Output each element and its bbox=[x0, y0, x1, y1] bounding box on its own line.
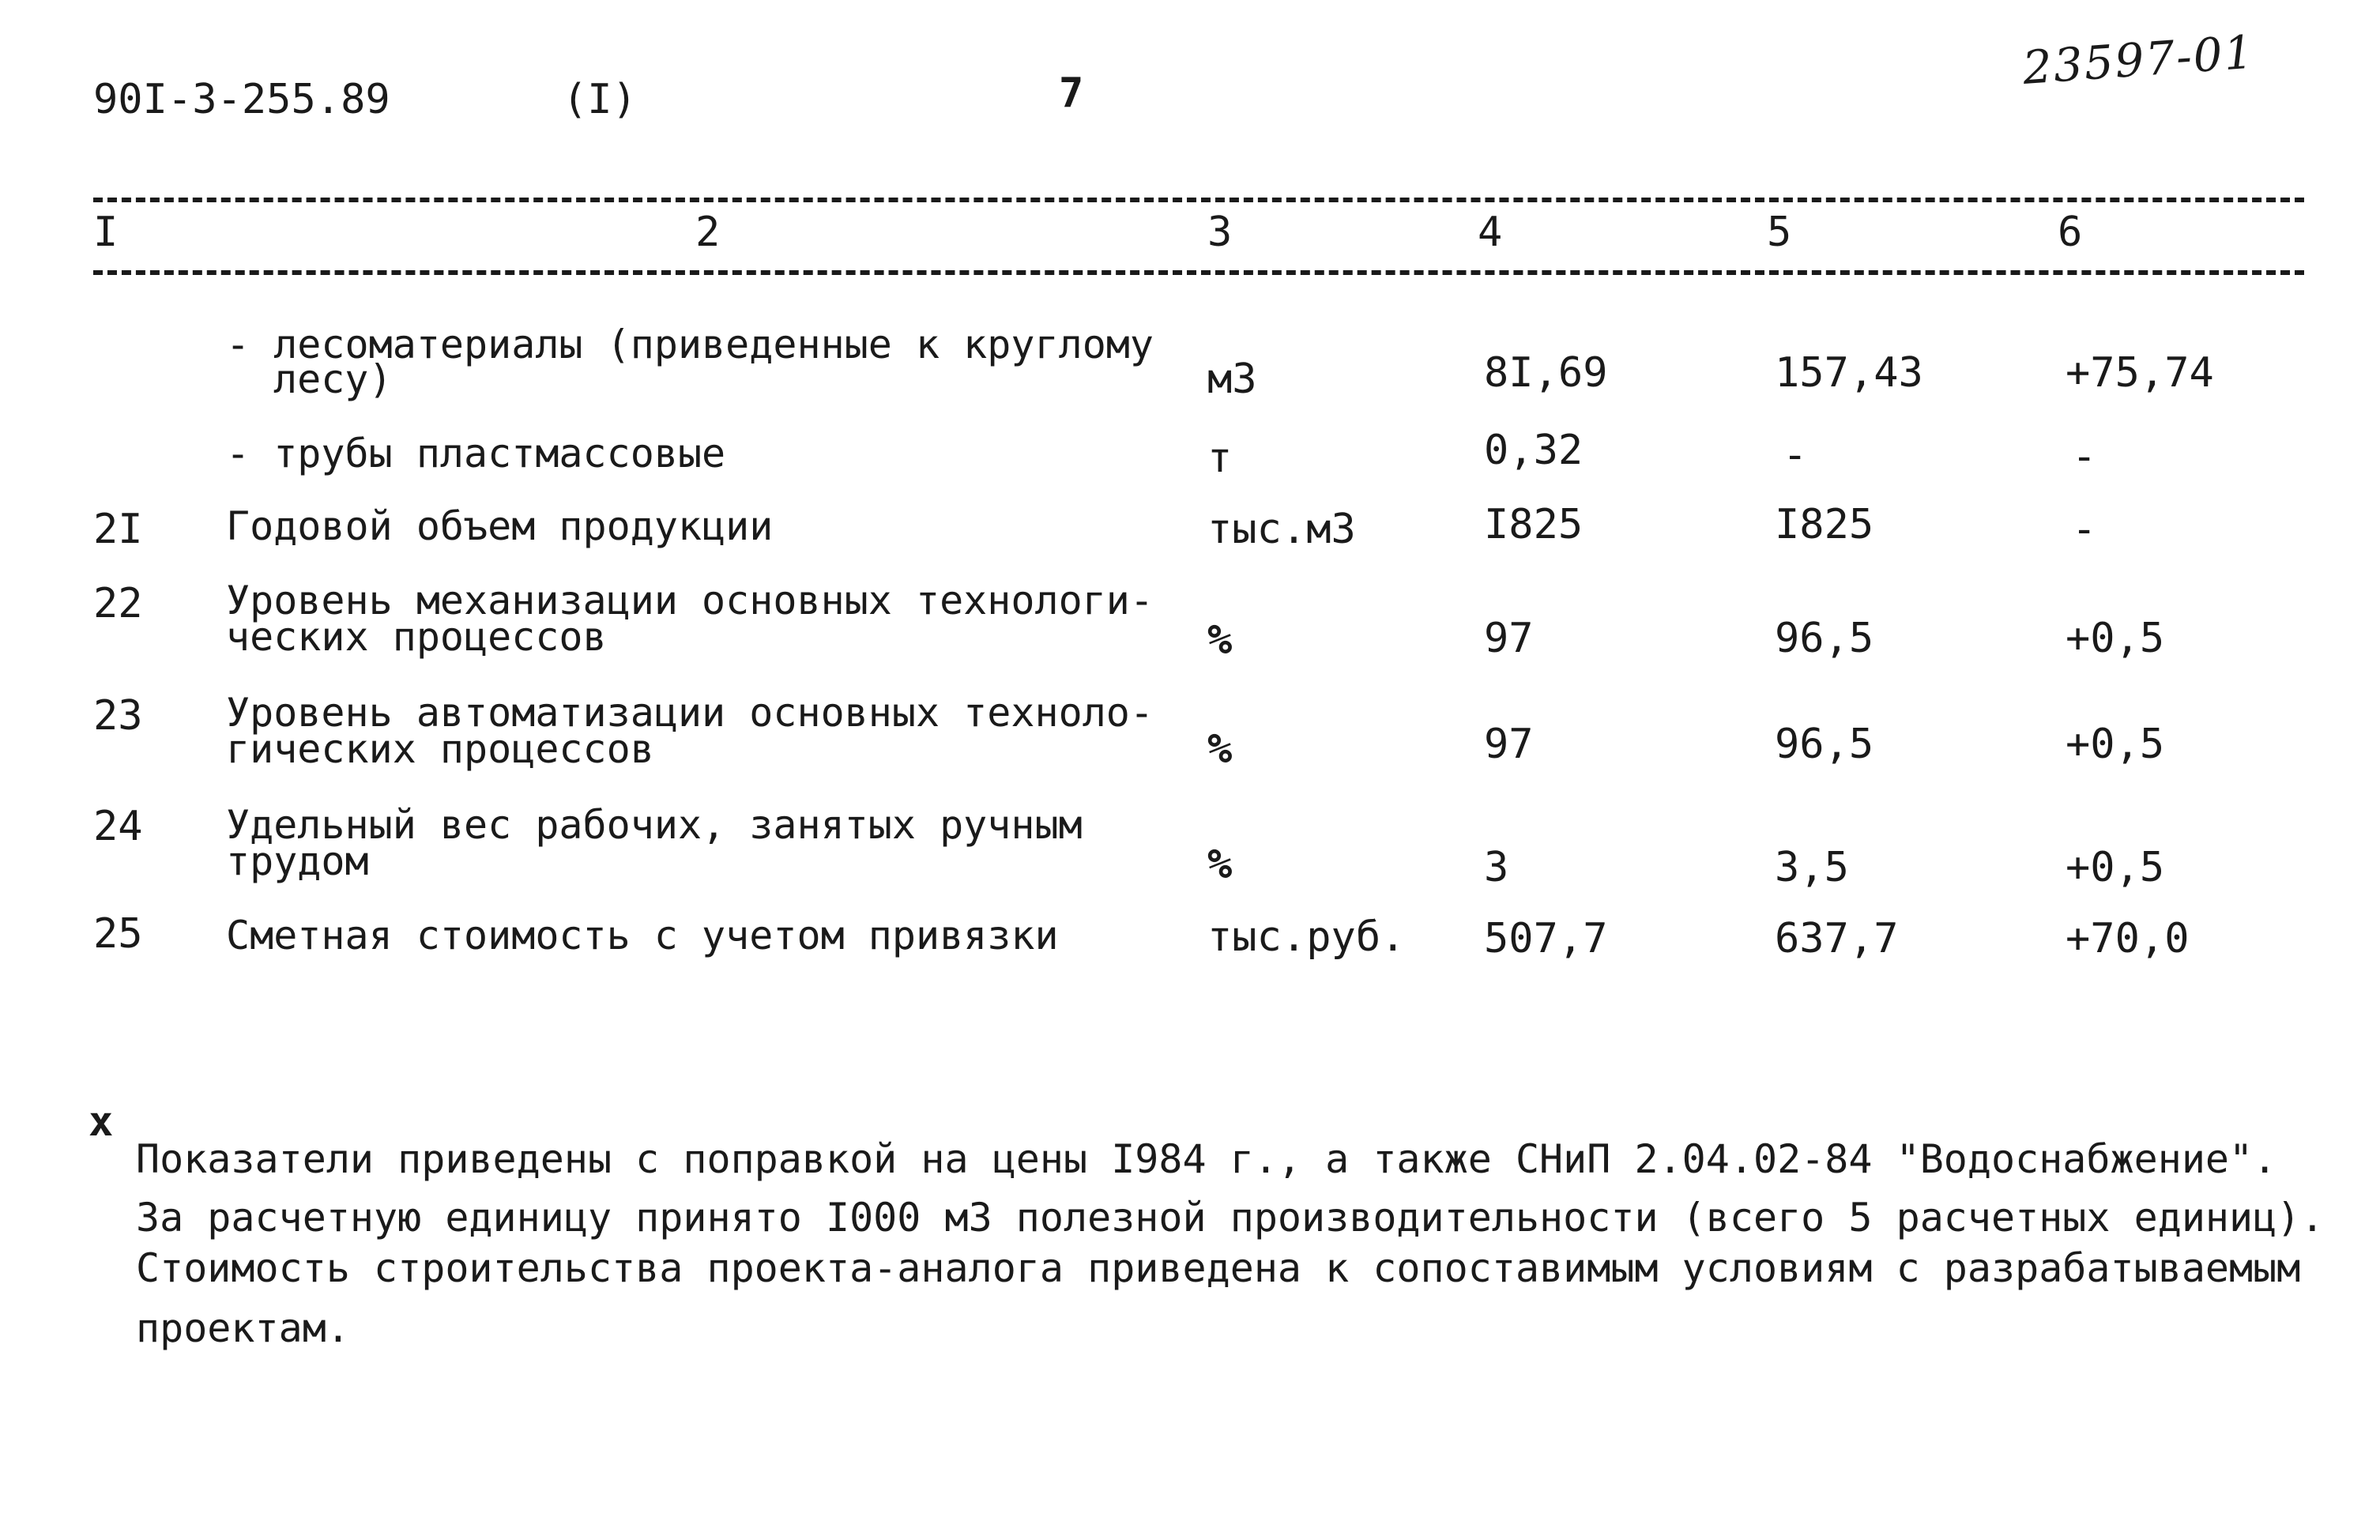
row-value-col5: 157,43 bbox=[1775, 349, 1923, 397]
row-number: 25 bbox=[93, 910, 143, 958]
document-code: 90I-3-255.89 bbox=[93, 76, 390, 123]
row-value-col5: 96,5 bbox=[1775, 721, 1874, 768]
row-value-col6: +75,74 bbox=[2066, 349, 2214, 397]
row-value-col5: 96,5 bbox=[1775, 615, 1874, 662]
row-unit: м3 bbox=[1207, 356, 1257, 403]
row-value-col4: 507,7 bbox=[1484, 915, 1608, 962]
col-num-5: 5 bbox=[1767, 209, 1792, 256]
row-text-line: Удельный вес рабочих, занятых ручным bbox=[226, 802, 1083, 848]
row-unit: тыс.м3 bbox=[1207, 506, 1356, 553]
table-header-rule bbox=[93, 270, 2304, 275]
row-value-col6: - bbox=[2072, 433, 2097, 480]
row-unit: тыс.руб. bbox=[1207, 913, 1406, 961]
row-text-line: лесу) bbox=[273, 356, 393, 402]
row-text-line: трудом bbox=[226, 838, 369, 884]
archive-stamp-number: 23597-01 bbox=[2020, 24, 2257, 95]
row-value-col4: 0,32 bbox=[1484, 427, 1584, 474]
row-value-col5: 3,5 bbox=[1775, 844, 1849, 891]
footnote-marker: х bbox=[88, 1098, 114, 1146]
row-value-col6: +0,5 bbox=[2066, 721, 2165, 768]
row-text-line: Уровень механизации основных технологи- bbox=[226, 578, 1154, 623]
row-text-line: Годовой объем продукции bbox=[226, 503, 774, 549]
row-value-col6: - bbox=[2072, 506, 2097, 553]
row-text-line: Уровень автоматизации основных техноло- bbox=[226, 690, 1154, 736]
col-num-3: 3 bbox=[1207, 209, 1233, 256]
row-value-col4: 97 bbox=[1484, 615, 1534, 662]
page-number: 7 bbox=[1059, 70, 1084, 117]
row-number: 23 bbox=[93, 692, 143, 740]
row-value-col5: 637,7 bbox=[1775, 915, 1899, 962]
col-num-6: 6 bbox=[2058, 209, 2083, 256]
col-num-2: 2 bbox=[695, 209, 721, 256]
row-text-line: ческих процессов bbox=[226, 614, 607, 660]
table-top-rule bbox=[93, 198, 2304, 202]
footnote-line: проектам. bbox=[136, 1305, 350, 1351]
row-unit: т bbox=[1207, 435, 1233, 482]
row-value-col5: I825 bbox=[1775, 501, 1874, 548]
row-unit: % bbox=[1207, 725, 1233, 773]
row-unit: % bbox=[1207, 841, 1233, 888]
row-value-col4: 3 bbox=[1484, 844, 1509, 891]
row-number: 24 bbox=[93, 803, 143, 850]
row-number: 2I bbox=[93, 506, 143, 553]
row-value-col4: 8I,69 bbox=[1484, 349, 1608, 397]
row-value-col4: 97 bbox=[1484, 721, 1534, 768]
part-number: (I) bbox=[563, 76, 637, 123]
row-value-col6: +0,5 bbox=[2066, 615, 2165, 662]
footnote-line: Показатели приведены с поправкой на цены I984 г., а также СНиП 2.04.02-84 "Водоснабжение". bbox=[136, 1136, 2277, 1182]
row-number: 22 bbox=[93, 580, 143, 627]
col-num-4: 4 bbox=[1478, 209, 1503, 256]
row-text-line: - лесоматериалы (приведенные к круглому bbox=[226, 322, 1154, 367]
row-value-col6: +0,5 bbox=[2066, 844, 2165, 891]
row-text-line: - трубы пластмассовые bbox=[226, 431, 726, 476]
row-value-col4: I825 bbox=[1484, 501, 1584, 548]
footnote-line: Стоимость строительства проекта-аналога приведена к сопоставимым условиям с разрабатываемым bbox=[136, 1245, 2301, 1291]
footnote-line: За расчетную единицу принято I000 м3 полезной производительности (всего 5 расчетных единиц). bbox=[136, 1195, 2325, 1241]
row-value-col5: - bbox=[1783, 431, 1808, 479]
row-text-line: Сметная стоимость с учетом привязки bbox=[226, 913, 1059, 958]
col-num-1: I bbox=[93, 209, 119, 256]
row-unit: % bbox=[1207, 616, 1233, 664]
row-text-line: гических процессов bbox=[226, 726, 654, 772]
row-value-col6: +70,0 bbox=[2066, 915, 2190, 962]
